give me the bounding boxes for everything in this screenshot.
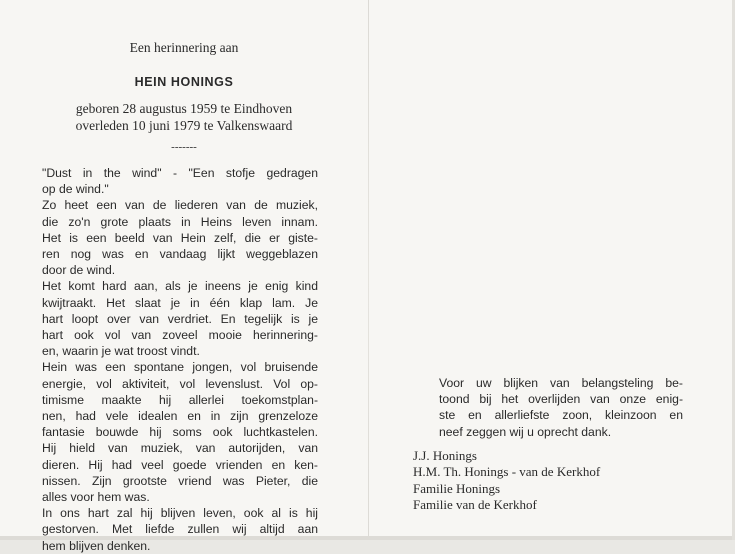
memorial-text-line: Het komt hard aan, als je ineens je enig kind (42, 279, 318, 294)
memorial-text-line: timisme maakte hij allerlei toekomstplan- (42, 392, 318, 407)
memorial-text-line: hart loopt over van verdriet. En tegelijk is je (42, 311, 318, 326)
memorial-text-line: Het is een beeld van Hein zelf, die er giste- (42, 230, 318, 245)
memorial-text-line: fantasie bouwde hij soms ook luchtkastelen. (42, 425, 318, 440)
memorial-text-line: door de wind. (42, 263, 116, 278)
memorial-text-line: Hij hield van muziek, van autorijden, van (42, 441, 318, 456)
right-page (369, 0, 735, 540)
memorial-text-line: hart ook vol van zoveel mooie herinnering- (42, 328, 318, 343)
memorial-text-line: alles voor hem was. (42, 490, 150, 505)
intro-text: Een herinnering aan (129, 40, 239, 55)
memorial-text-line: op de wind." (42, 182, 109, 197)
memorial-text-line: In ons hart zal hij blijven leven, ook al is hij (42, 506, 318, 521)
memorial-text (42, 165, 318, 554)
memorial-text-line: kwijtraakt. Het slaat je in één klap lam. Je (42, 295, 318, 310)
memorial-text-line: die zo'n grote plaats in Heins leven innam. (42, 214, 318, 229)
signer-name: J.J. Honings (413, 448, 477, 463)
memorial-text-line: hem blijven denken. (42, 538, 151, 553)
birth-line: geboren 28 augustus 1959 te Eindhoven (75, 101, 293, 116)
memorial-text-line: en, waarin je wat troost vindt. (42, 344, 200, 359)
memorial-text-line: dieren. Hij had veel goede vrienden en ken- (42, 457, 318, 472)
memorial-text-line: nen, had vele idealen en in zijn grenzeloze (42, 409, 318, 424)
left-page (0, 0, 368, 553)
separator: ------- (171, 141, 197, 153)
memorial-text-line: ren nog was en vandaag lijkt weggeblazen (42, 247, 318, 262)
signer-name: Familie Honings (413, 480, 501, 496)
thank-you-line: ste en allerliefste zoon, kleinzoon en (439, 408, 683, 423)
memorial-text-line: Hein was een spontane jongen, vol bruisende (42, 360, 318, 375)
signers-list (413, 448, 693, 514)
deceased-name: HEIN HONINGS (134, 75, 234, 89)
thank-you-text (439, 375, 683, 440)
life-dates (0, 100, 368, 134)
memorial-text-line: nissen. Zijn grootste vriend was Pieter, die (42, 473, 318, 488)
death-line: overleden 10 juni 1979 te Valkenswaard (75, 118, 293, 133)
thank-you-line: toond bij het overlijden van onze enig- (439, 392, 683, 407)
memorial-text-line: "Dust in the wind" - "Een stofje gedragen (42, 166, 318, 180)
memorial-text-line: gestorven. Met liefde zullen wij altijd aan (42, 522, 318, 537)
thank-you-line: Voor uw blijken van belangsteling be- (439, 376, 683, 390)
thank-you-line: neef zeggen wij u oprecht dank. (439, 424, 612, 439)
signer-name: Familie van de Kerkhof (413, 497, 537, 513)
memorial-text-line: Zo heet een van de liederen van de muziek, (42, 198, 318, 213)
signer-name: H.M. Th. Honings - van de Kerkhof (413, 464, 601, 480)
memorial-text-line: energie, vol aktiviteit, vol levenslust. Vol op- (42, 376, 318, 391)
